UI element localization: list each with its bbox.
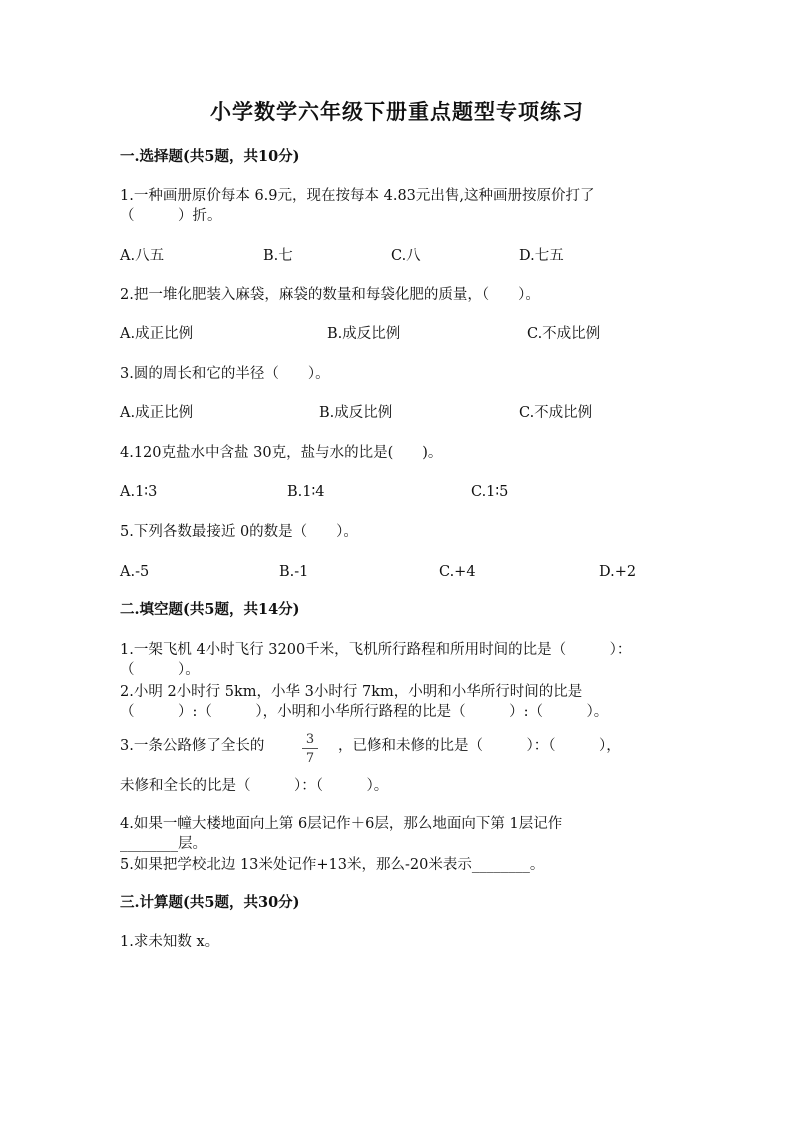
option-c: C.+4 [439, 564, 476, 580]
fraction-numerator: 3 [305, 732, 315, 747]
question-text: 2.小明 2小时行 5km，小华 3小时行 7km，小明和小华所行时间的比是 [120, 684, 583, 700]
option-b: B.-1 [279, 564, 309, 580]
question-text: （ ）折。 [120, 208, 222, 224]
question-text: ________层。 [120, 836, 207, 852]
option-c: C.八 [391, 248, 421, 264]
question-text: 4.120克盐水中含盐 30克，盐与水的比是( )。 [120, 445, 443, 461]
fraction [302, 732, 318, 766]
question-text: （ ）。 [120, 662, 200, 678]
section-heading-choice: 一.选择题(共5题，共10分) [120, 148, 300, 165]
question-text: 未修和全长的比是（ ）：（ ）。 [120, 778, 389, 794]
fraction-bar [302, 748, 318, 749]
option-b: B.1∶4 [287, 484, 325, 500]
option-b: B.七 [263, 248, 293, 264]
option-c: C.不成比例 [527, 326, 601, 342]
question-text: 3.圆的周长和它的半径（ ）。 [120, 366, 330, 382]
fraction-denominator: 7 [305, 751, 315, 766]
option-b: B.成反比例 [319, 405, 393, 421]
option-a: A.1∶3 [120, 484, 158, 500]
question-text: 5.下列各数最接近 0的数是（ ）。 [120, 524, 358, 540]
option-c: C.1∶5 [471, 484, 509, 500]
section-heading-calc: 三.计算题(共5题，共30分) [120, 894, 300, 911]
question-text: 1.一种画册原价每本 6.9元，现在按每本 4.83元出售,这种画册按原价打了 [120, 188, 595, 204]
question-text: 1.求未知数 x。 [120, 934, 220, 950]
question-text: 3.一条公路修了全长的 [120, 738, 265, 754]
option-a: A.成正比例 [120, 405, 194, 421]
page-title: 小学数学六年级下册重点题型专项练习 [210, 99, 584, 124]
question-text: 1.一架飞机 4小时飞行 3200千米，飞机所行路程和所用时间的比是（ ）： [120, 642, 632, 658]
option-d: D.七五 [519, 248, 564, 264]
question-text: 4.如果一幢大楼地面向上第 6层记作＋6层，那么地面向下第 1层记作 [120, 816, 563, 832]
question-text: （ ）:（ ），小明和小华所行路程的比是（ ）:（ ）。 [120, 704, 609, 720]
section-heading-fill: 二.填空题(共5题，共14分) [120, 601, 300, 618]
question-text: ，已修和未修的比是（ ）：（ ）， [338, 738, 621, 754]
option-a: A.-5 [120, 564, 150, 580]
option-b: B.成反比例 [327, 326, 401, 342]
question-text: 2.把一堆化肥装入麻袋，麻袋的数量和每袋化肥的质量，（ ）。 [120, 287, 540, 303]
option-a: A.成正比例 [120, 326, 194, 342]
option-c: C.不成比例 [519, 405, 593, 421]
question-text: 5.如果把学校北边 13米处记作+13米，那么-20米表示________。 [120, 857, 545, 873]
option-a: A.八五 [120, 248, 165, 264]
option-d: D.+2 [599, 564, 637, 580]
